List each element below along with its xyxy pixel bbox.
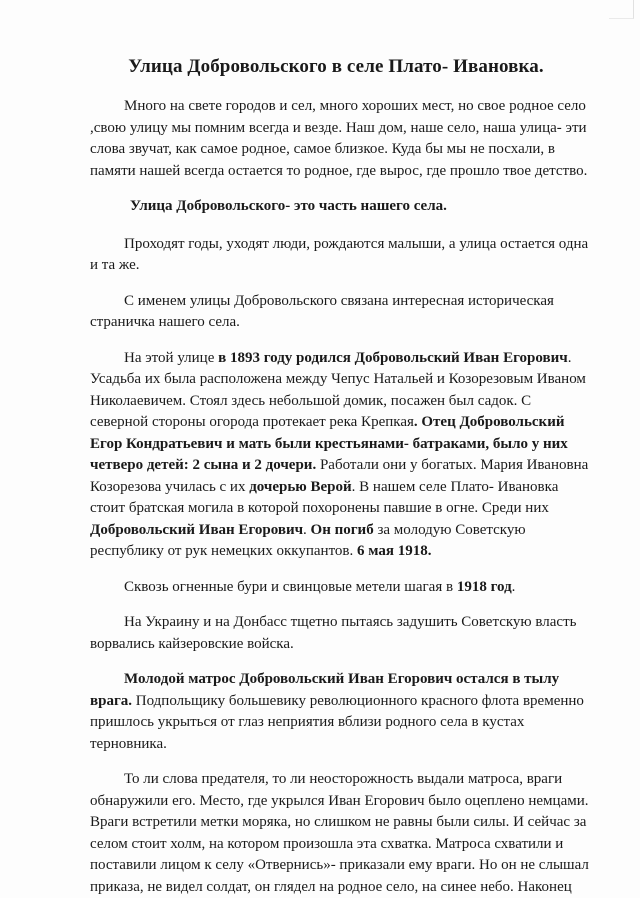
bold-run: Молодой матрос Добровольский Иван Егорович остался в тылу врага. [90,671,560,709]
text-run: Подпольщику большевику революционного красного флота временно пришлось укрыться от глаз неприятия вблизи родного села в кустах терновника. [90,692,584,752]
text-run: Сквозь огненные бури и свинцовые метели шагая в [124,578,457,595]
bold-run: 6 мая 1918. [357,543,432,559]
text-run: На этой улице [124,349,219,366]
paragraph-capture: То ли слова предателя, то ли неосторожность выдали матроса, враги обнаружили его. Место, где укрылся Иван Егорович было оцеплено немцами. Враги встретили метки моряка, но слишком не равны были силы. И сейчас за селом стоит холм, на котором произошла эта схватка. Матроса схватили и поставили лицом к селу «Отвернись»- приказали ему враги. Но он не слышал приказа, не видел солдат, он глядел на родное село, на синее небо. Наконец [90,771,589,895]
paragraph-1918 [90,577,590,599]
bold-run: 1918 год [456,578,512,595]
document-title: Улица Добровольского в селе Плато- Ивановка. [128,56,544,77]
bold-run: . Отец Добровольский Егор Кондратьевич и мать были крестьянами- батраками, было у них четверо детей: 2 сына и 2 дочери. [90,414,568,473]
paragraph-invasion: На Украину и на Донбасс тщетно пытаясь задушить Советскую власть ворвались кайзеровские войска. [90,614,577,652]
scan-edge-mark [609,0,634,19]
text-run: . [303,521,311,538]
paragraph-intro: Много на свете городов и сел, много хороших мест, но свое родное село ,свою улицу мы помним всегда и везде. Наш дом, наше село, наша улица- эти слова звучат, как самое родное, самое близкое. Куда бы мы не посхали, в памяти нашей всегда остается то родное, где вырос, где прошло твое детство. [90,98,588,179]
text-run: Работали они у богатых. Мария Ивановна Козорезова училась с их [90,457,589,495]
paragraph-years: Проходят годы, уходят люди, рождаются малыши, а улица остается одна и та же. [90,235,589,273]
bold-run: Добровольский Иван Егорович [90,521,304,538]
text-run: . В нашем селе Плато- Ивановка стоит братская могила в которой похоронены павшие в огне. Среди них [90,478,559,516]
paragraph-history: С именем улицы Добровольского связана интересная историческая страничка нашего села. [90,292,554,330]
text-run: за молодую Советскую республику от рук немецких оккупантов. [90,521,526,559]
paragraph-sailor [90,669,590,755]
text-run: . [511,578,516,595]
text-run: . Усадьба их была расположена между Чепус Натальей и Козорезовым Иваном Николаевичем. Стоял здесь небольшой домик, посажен был садок. С северной стороны огорода протекает река Крепкая [90,349,586,430]
bold-run: в 1893 году родился Добровольский Иван Егорович [218,349,568,366]
paragraph-biography [90,348,590,563]
bold-run: дочерью Верой [249,478,352,495]
subheading: Улица Добровольского- это часть нашего села. [130,198,447,214]
bold-run: Он погиб [310,521,374,538]
